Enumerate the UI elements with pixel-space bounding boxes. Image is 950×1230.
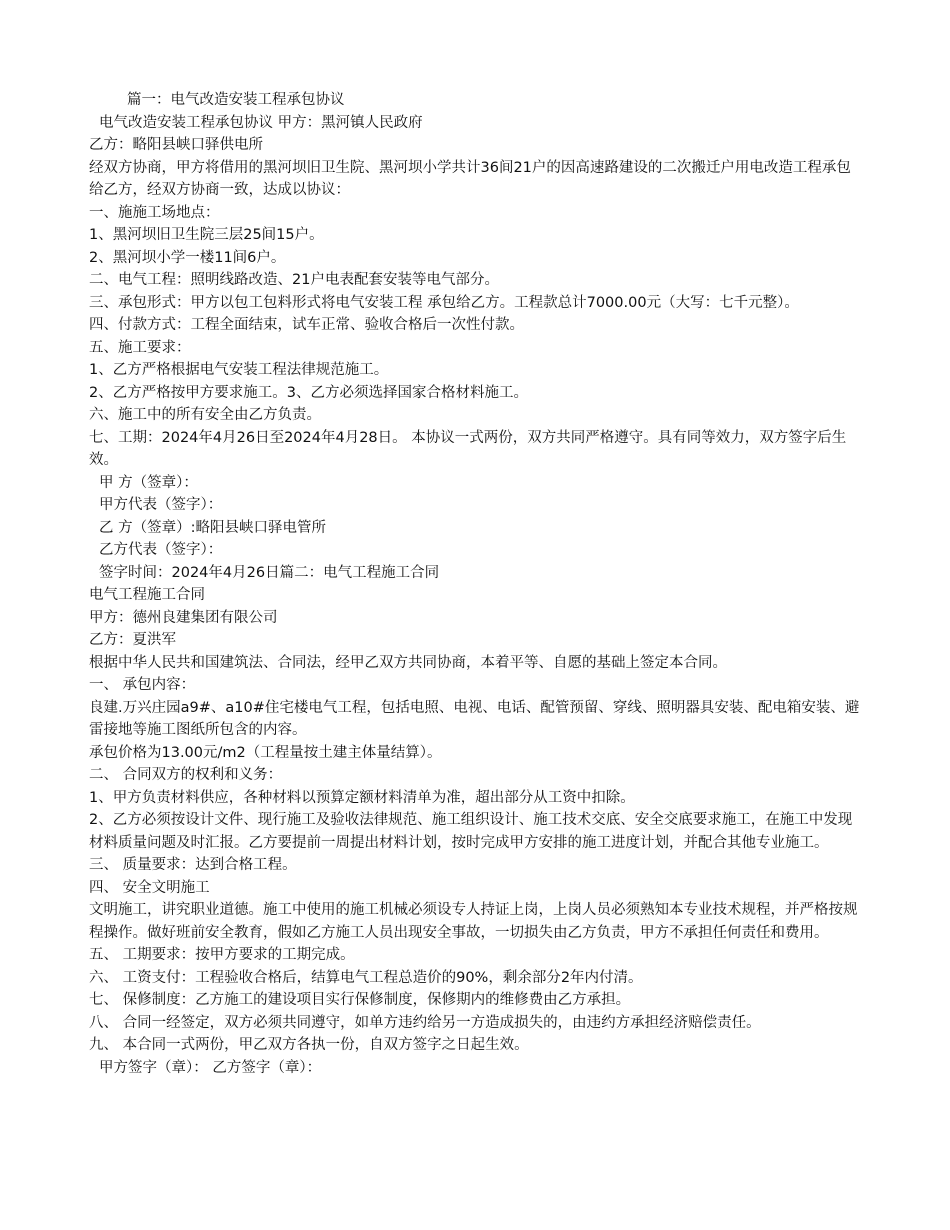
clause-schedule: 七、工期：2024年4月26日至2024年4月28日。 本协议一式两份，双方共同严格遵守。具有同等效力，双方签字后生效。 bbox=[89, 429, 847, 468]
preamble-paragraph: 经双方协商，甲方将借用的黑河坝旧卫生院、黑河坝小学共计36间21户的因高速路建设的二次搬迁户用电改造工程承包给乙方，经双方协商一致，达成以协议： bbox=[89, 159, 851, 198]
signature-party-b-seal: 乙 方（签章）:略阳县峡口驿电管所 bbox=[99, 519, 326, 536]
signature-party-a-rep: 甲方代表（签字）： bbox=[99, 497, 223, 513]
contract-party-a: 甲方：德州良建集团有限公司 bbox=[89, 609, 278, 626]
contract-clause-3-quality: 三、 质量要求：达到合格工程。 bbox=[89, 857, 297, 873]
contract-scope-paragraph: 良建.万兴庄园a9#、a10#住宅楼电气工程，包括电照、电视、电话、配管预留、穿线、照明器具安装、配电箱安装、避雷接地等施工图纸所包含的内容。 bbox=[89, 699, 860, 738]
contract-clause-9-copies: 九、 本合同一式两份，甲乙双方各执一份，自双方签字之日起生效。 bbox=[89, 1037, 529, 1053]
clause-site-heading: 一、施施工场地点： bbox=[89, 204, 220, 221]
party-b-line: 乙方：略阳县峡口驿供电所 bbox=[89, 137, 263, 153]
contract-title: 电气工程施工合同 bbox=[89, 587, 205, 603]
clause-site-item-2: 2、黑河坝小学一楼11间6户。 bbox=[89, 249, 286, 266]
contract-preamble: 根据中华人民共和国建筑法、合同法，经甲乙双方共同协商，本着平等、自愿的基础上签定本合同。 bbox=[89, 654, 727, 671]
clause-construction-requirements: 五、施工要求： bbox=[89, 339, 191, 356]
contract-clause-1-heading: 一、 承包内容： bbox=[89, 677, 196, 693]
document-body bbox=[89, 89, 861, 1079]
contract-clause-5-schedule: 五、 工期要求：按甲方要求的工期完成。 bbox=[89, 947, 355, 963]
contract-clause-2-heading: 二、 合同双方的权利和义务： bbox=[89, 767, 283, 783]
contract-rights-item-1: 1、甲方负责材料供应，各种材料以预算定额材料清单为准，超出部分从工资中扣除。 bbox=[89, 789, 635, 806]
contract-signatures: 甲方签字（章）： 乙方签字（章）： bbox=[99, 1059, 322, 1076]
clause-payment-method: 四、付款方式：工程全面结束，试车正常、验收合格后一次性付款。 bbox=[89, 317, 524, 333]
clause-site-item-1: 1、黑河坝旧卫生院三层25间15户。 bbox=[89, 227, 324, 243]
contract-party-b: 乙方：夏洪军 bbox=[89, 632, 176, 648]
signing-date-and-part-two: 签字时间：2024年4月26日篇二：电气工程施工合同 bbox=[99, 564, 440, 581]
agreement-title-and-party-a: 电气改造安装工程承包协议 甲方：黑河镇人民政府 bbox=[99, 114, 423, 131]
signature-party-a-seal: 甲 方（签章）： bbox=[99, 474, 198, 491]
contract-clause-8-breach: 八、 合同一经签定，双方必须共同遵守，如单方违约给另一方造成损失的，由违约方承担经济赔偿责任。 bbox=[89, 1014, 761, 1031]
signature-party-b-rep: 乙方代表（签字）： bbox=[99, 542, 223, 558]
requirement-item-1: 1、乙方严格根据电气安装工程法律规范施工。 bbox=[89, 362, 389, 378]
contract-clause-7-warranty: 七、 保修制度：乙方施工的建设项目实行保修制度，保修期内的维修费由乙方承担。 bbox=[89, 992, 631, 1008]
contract-civil-construction-paragraph: 文明施工，讲究职业道德。施工中使用的施工机械必须设专人持证上岗，上岗人员必须熟知本专业技术规程，并严格按规程操作。做好班前安全教育，假如乙方施工人员出现安全事故，一切损失由乙方负责，甲方不承担任何责任和费用。 bbox=[89, 902, 858, 941]
clause-contract-form: 三、承包形式：甲方以包工包料形式将电气安装工程 承包给乙方。工程款总计7000.00元（大写：七千元整）。 bbox=[89, 294, 799, 311]
requirement-item-2-3: 2、乙方严格按甲方要求施工。3、乙方必须选择国家合格材料施工。 bbox=[89, 384, 528, 401]
clause-safety: 六、施工中的所有安全由乙方负责。 bbox=[89, 407, 321, 423]
contract-clause-6-payment: 六、 工资支付：工程验收合格后，结算电气工程总造价的90%，剩余部分2年内付清。 bbox=[89, 969, 643, 986]
contract-rights-item-2: 2、乙方必须按设计文件、现行施工及验收法律规范、施工组织设计、施工技术交底、安全交底要求施工，在施工中发现材料质量问题及时汇报。乙方要提前一周提出材料计划，按时完成甲方安排的施工进度计划，并配合其他专业施工。 bbox=[89, 812, 853, 851]
clause-electrical-works: 二、电气工程：照明线路改造、21户电表配套安装等电气部分。 bbox=[89, 272, 499, 288]
section-heading-part-one: 篇一：电气改造安装工程承包协议 bbox=[127, 92, 345, 108]
contract-clause-4-heading: 四、 安全文明施工 bbox=[89, 879, 210, 896]
contract-price-line: 承包价格为13.00元/m2（工程量按土建主体量结算）。 bbox=[89, 744, 442, 761]
